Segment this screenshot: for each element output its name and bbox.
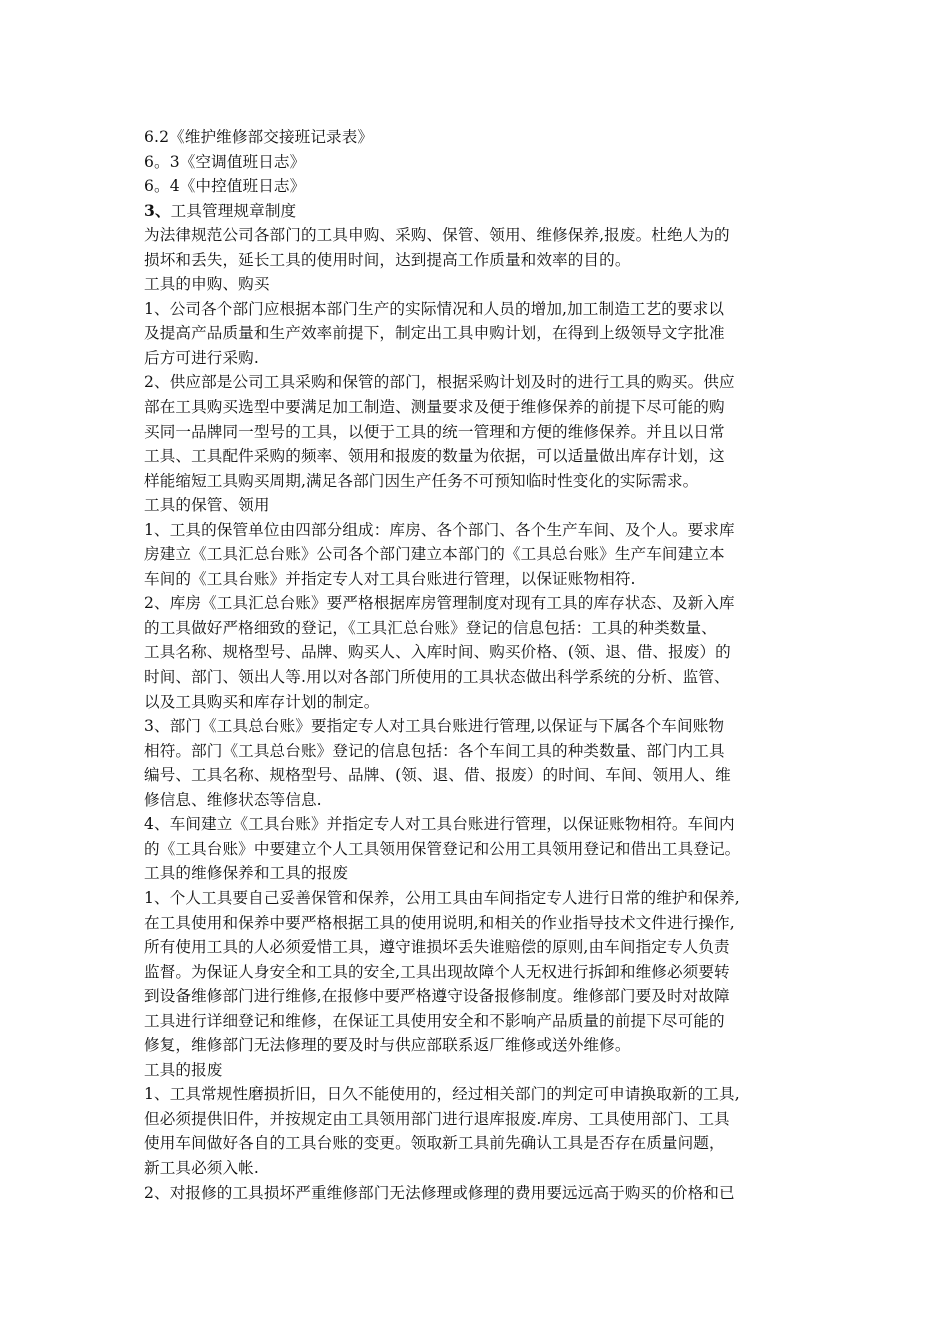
doc-line: 时间、部门、领出人等.用以对各部门所使用的工具状态做出科学系统的分析、监管、 [144, 668, 730, 687]
doc-line: 1、工具常规性磨损折旧，日久不能使用的，经过相关部门的判定可申请换取新的工具, [144, 1085, 740, 1104]
doc-line: 以及工具购买和库存计划的制定。 [144, 692, 380, 711]
doc-line: 使用车间做好各自的工具台账的变更。领取新工具前先确认工具是否存在质量问题， [144, 1134, 725, 1153]
doc-line: 为法律规范公司各部门的工具申购、采购、保管、领用、维修保养,报废。杜绝人为的 [144, 226, 730, 245]
subsection-heading: 工具的保管、领用 [144, 496, 270, 515]
doc-line: 买同一品牌同一型号的工具，以便于工具的统一管理和方便的维修保养。并且以日常 [144, 422, 725, 441]
subsection-heading: 工具的维修保养和工具的报废 [144, 864, 349, 883]
doc-line: 后方可进行采购. [144, 348, 259, 367]
doc-line: 监督。为保证人身安全和工具的安全,工具出现故障个人无权进行拆卸和维修必须要转 [144, 962, 730, 981]
doc-line: 的工具做好严格细致的登记，《工具汇总台账》登记的信息包括：工具的种类数量、 [144, 618, 717, 637]
doc-line: 部在工具购买选型中要满足加工制造、测量要求及便于维修保养的前提下尽可能的购 [144, 398, 725, 417]
doc-line: 工具进行详细登记和维修，在保证工具使用安全和不影响产品质量的前提下尽可能的 [144, 1011, 725, 1030]
section-number: 3、 [144, 200, 171, 220]
doc-line: 6。4《中控值班日志》 [144, 177, 306, 196]
doc-line: 房建立《工具汇总台账》公司各个部门建立本部门的《工具总台账》生产车间建立本 [144, 545, 725, 564]
doc-line: 新工具必须入帐. [144, 1158, 259, 1177]
doc-line: 但必须提供旧件，并按规定由工具领用部门进行退库报废.库房、工具使用部门、工具 [144, 1109, 730, 1128]
doc-line: 4、车间建立《工具台账》并指定专人对工具台账进行管理，以保证账物相符。车间内 [144, 815, 735, 834]
doc-line: 1、公司各个部门应根据本部门生产的实际情况和人员的增加,加工制造工艺的要求以 [144, 299, 725, 318]
doc-line: 编号、工具名称、规格型号、品牌、(领、退、借、报废）的时间、车间、领用人、维 [144, 766, 731, 785]
doc-line: 及提高产品质量和生产效率前提下，制定出工具申购计划，在得到上级领导文字批准 [144, 324, 725, 343]
doc-line: 2、对报修的工具损坏严重维修部门无法修理或修理的费用要远远高于购买的价格和已 [144, 1183, 735, 1202]
doc-line: 车间的《工具台账》并指定专人对工具台账进行管理，以保证账物相符. [144, 569, 636, 588]
doc-line: 在工具使用和保养中要严格根据工具的使用说明,和相关的作业指导技术文件进行操作, [144, 913, 735, 932]
doc-line: 相符。部门《工具总台账》登记的信息包括：各个车间工具的种类数量、部门内工具 [144, 741, 725, 760]
doc-line: 到设备维修部门进行维修,在报修中要严格遵守设备报修制度。维修部门要及时对故障 [144, 987, 730, 1006]
doc-line: 2、供应部是公司工具采购和保管的部门，根据采购计划及时的进行工具的购买。供应 [144, 373, 735, 392]
doc-line: 样能缩短工具购买周期,满足各部门因生产任务不可预知临时性变化的实际需求。 [144, 471, 699, 490]
doc-line: 2、库房《工具汇总台账》要严格根据库房管理制度对现有工具的库存状态、及新入库 [144, 594, 735, 613]
doc-line: 的《工具台账》中要建立个人工具领用保管登记和公用工具领用登记和借出工具登记。 [144, 839, 741, 858]
doc-line: 所有使用工具的人必须爱惜工具，遵守谁损坏丢失谁赔偿的原则,由车间指定专人负责 [144, 938, 730, 957]
doc-line: 修复，维修部门无法修理的要及时与供应部联系返厂维修或送外维修。 [144, 1036, 631, 1055]
document-page [144, 125, 816, 1205]
doc-line: 工具名称、规格型号、品牌、购买人、入库时间、购买价格、(领、退、借、报废）的 [144, 643, 731, 662]
subsection-heading: 工具的报废 [144, 1060, 223, 1079]
doc-line: 1、个人工具要自己妥善保管和保养，公用工具由车间指定专人进行日常的维护和保养, [144, 888, 740, 907]
subsection-heading: 工具的申购、购买 [144, 275, 270, 294]
section-heading [144, 199, 816, 224]
doc-line: 1、工具的保管单位由四部分组成：库房、各个部门、各个生产车间、及个人。要求库 [144, 520, 735, 539]
doc-line: 损坏和丢失，延长工具的使用时间，达到提高工作质量和效率的目的。 [144, 250, 631, 269]
doc-line: 工具、工具配件采购的频率、领用和报废的数量为依据，可以适量做出库存计划，这 [144, 447, 725, 466]
doc-line: 修信息、维修状态等信息. [144, 790, 322, 809]
doc-line: 6.2《维护维修部交接班记录表》 [144, 128, 374, 146]
doc-line: 3、部门《工具总台账》要指定专人对工具台账进行管理,以保证与下属各个车间账物 [144, 717, 725, 736]
doc-line: 6。3《空调值班日志》 [144, 152, 306, 171]
section-title: 工具管理规章制度 [170, 201, 297, 220]
